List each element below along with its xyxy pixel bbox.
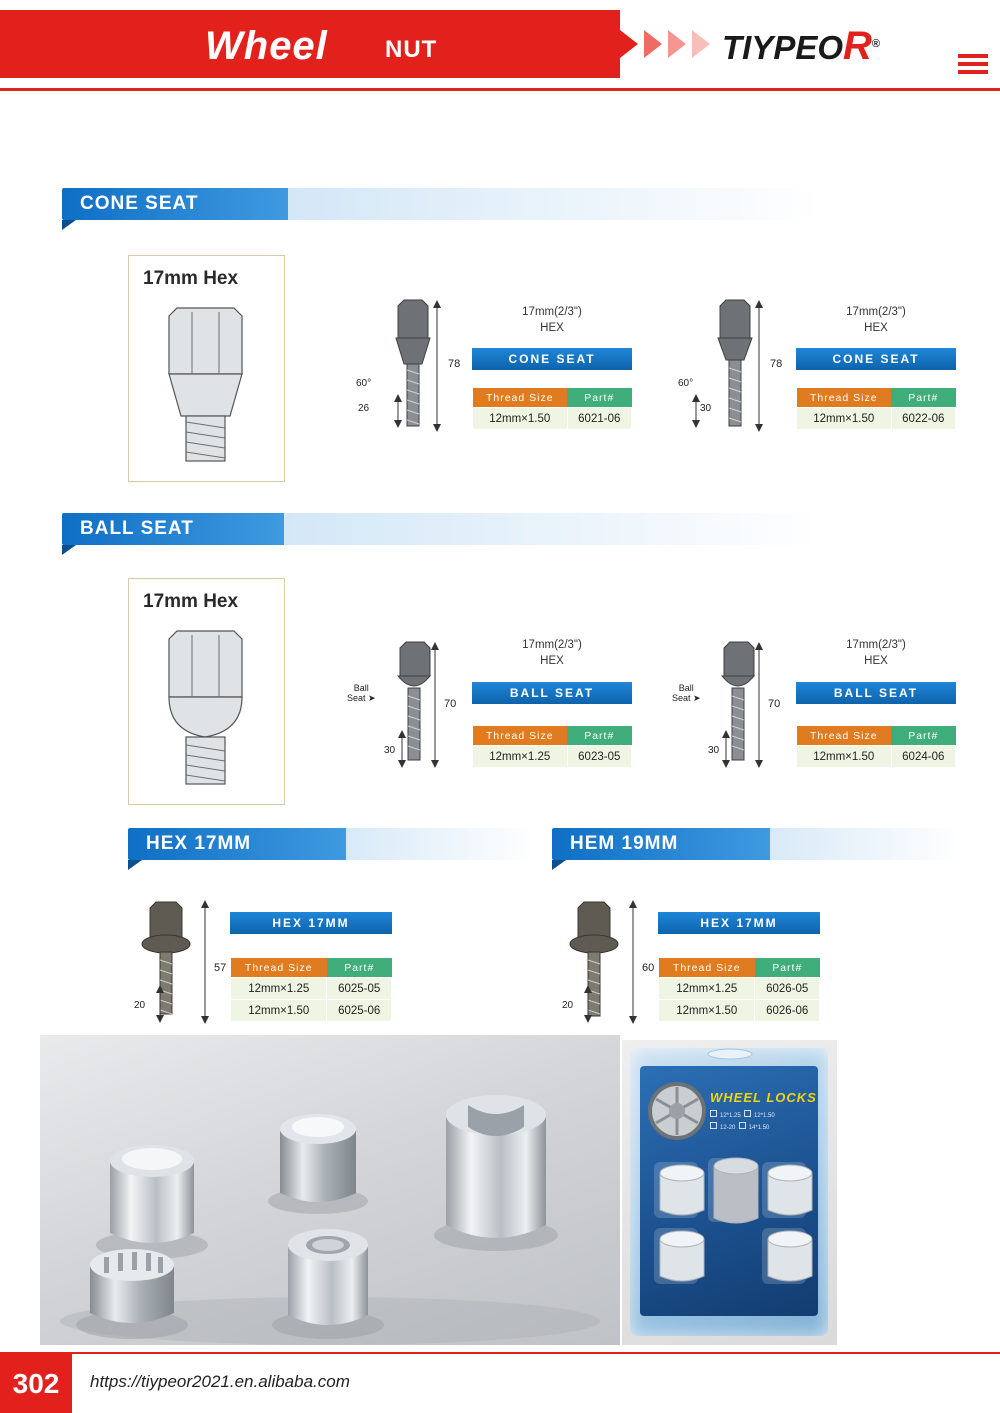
spec-seat-bar-6026: HEX 17MM [658,912,820,934]
spec-table-6022: Thread Size Part# 12mm×1.50 6022-06 [796,388,956,430]
table-row: 12mm×1.50 6025-06 [231,1000,392,1022]
spec-seat-bar-6024: BALL SEAT [796,682,956,704]
chevron-icon [692,30,710,58]
spec-seat-bar-6022: CONE SEAT [796,348,956,370]
dim-shank-6021: 26 [358,403,370,414]
section-label-ball-seat: BALL SEAT [80,518,194,539]
brand-name: TIYPEO [722,29,844,66]
table-row: 12mm×1.50 6021-06 [473,408,632,430]
chevron-icon [668,30,686,58]
section-banner-cone-seat [62,188,822,220]
brand-r-mark: R [843,24,872,68]
spec-hex-title-6022: 17mm(2/3") HEX [846,306,906,334]
menu-bars-icon [958,54,988,78]
header-divider [0,88,1000,91]
spec-seat-bar-6021: CONE SEAT [472,348,632,370]
registered-icon: ® [871,38,881,50]
dim-shank-6026: 20 [562,1000,574,1011]
chevron-icon [596,30,614,58]
footer-divider [0,1352,1000,1354]
dim-shank-6023: 30 [384,745,396,756]
product-photo-nuts [40,1035,620,1345]
table-row: 12mm×1.25 6025-05 [231,978,392,1000]
illustration-label-ball: 17mm Hex [143,591,239,612]
dim-length-6021: 78 [448,358,461,370]
section-banner-ball-seat [62,513,822,545]
blister-pack [630,1048,828,1336]
table-row: 12mm×1.50 6022-06 [797,408,956,430]
spec-hex-title-6024: 17mm(2/3") HEX [846,639,906,667]
dim-seat-note-6023: Ball Seat ➤ [347,683,376,703]
illustration-cone-seat [128,255,285,482]
spec-table-6021: Thread Size Part# 12mm×1.50 6021-06 [472,388,632,430]
table-row: 12mm×1.25 6026-05 [659,978,820,1000]
package-title: WHEEL LOCKS [710,1090,817,1105]
illustration-label-cone: 17mm Hex [143,268,239,289]
section-label-cone-seat: CONE SEAT [80,193,199,214]
section-label-hex17: HEX 17MM [146,833,252,854]
section-banner-hem19 [552,828,960,860]
dim-length-6026: 60 [642,962,655,974]
page-subtitle: NUT [385,36,438,63]
dim-shank-6025: 20 [134,1000,146,1011]
page-title: Wheel [205,24,328,68]
brand-logo [722,24,880,69]
spec-table-6023: Thread Size Part# 12mm×1.25 6023-05 [472,726,632,768]
dim-shank-6022: 30 [700,403,712,414]
dim-length-6022: 78 [770,358,783,370]
spec-seat-bar-6025: HEX 17MM [230,912,392,934]
wheel-icon [646,1080,708,1142]
spec-table-6026: Thread Size Part# 12mm×1.25 6026-05 12mm×1.50 6026-06 [658,958,820,1022]
dim-angle-6021: 60° [356,378,372,389]
table-row: 12mm×1.50 6024-06 [797,746,956,768]
illustration-ball-seat [128,578,285,805]
page-number-badge: 302 [0,1354,72,1413]
product-photo-package [622,1040,837,1345]
chevron-icon [620,30,638,58]
table-row: 12mm×1.50 6026-06 [659,1000,820,1022]
dim-seat-note-6024: Ball Seat ➤ [672,683,701,703]
dim-shank-6024: 30 [708,745,720,756]
page-header [0,0,1000,88]
dim-length-6024: 70 [768,698,781,710]
package-options: 12*1.25 12*1.50 12-20 14*1.50 [710,1110,775,1135]
table-row: 12mm×1.25 6023-05 [473,746,632,768]
package-card [640,1066,818,1316]
section-label-hem19: HEM 19MM [570,833,679,854]
section-banner-hex17 [128,828,536,860]
spec-table-6024: Thread Size Part# 12mm×1.50 6024-06 [796,726,956,768]
spec-seat-bar-6023: BALL SEAT [472,682,632,704]
spec-hex-title-6023: 17mm(2/3") HEX [522,639,582,667]
dim-length-6023: 70 [444,698,457,710]
chevron-icon [644,30,662,58]
spec-table-6025: Thread Size Part# 12mm×1.25 6025-05 12mm×1.50 6025-06 [230,958,392,1022]
dim-length-6025: 57 [214,962,227,974]
dim-angle-6022: 60° [678,378,694,389]
spec-hex-title-6021: 17mm(2/3") HEX [522,306,582,334]
footer-url[interactable]: https://tiypeor2021.en.alibaba.com [90,1372,350,1391]
